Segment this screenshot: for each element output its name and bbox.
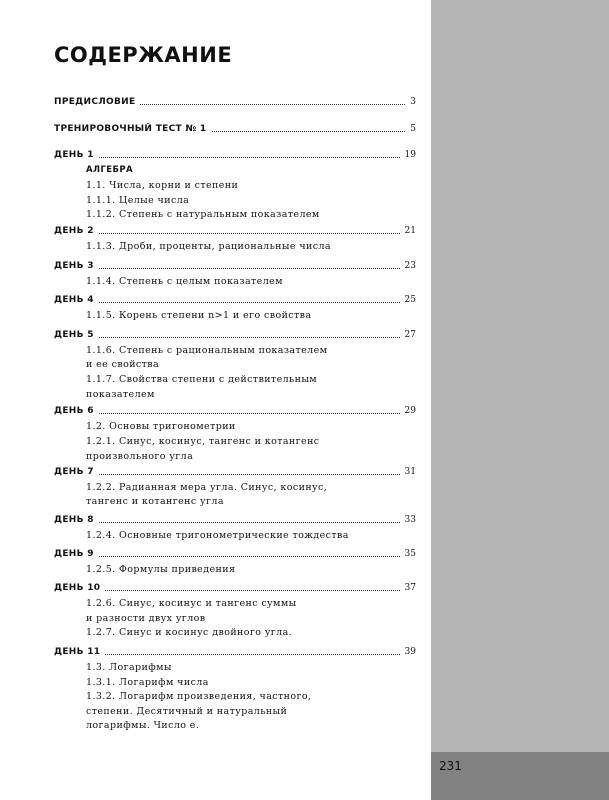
toc-entry-day-5[interactable] <box>54 327 416 341</box>
page-sidebar <box>431 0 609 800</box>
dot-leader <box>99 337 400 338</box>
toc-entry-label: ДЕНЬ 9 <box>54 549 94 559</box>
toc-entry-day-8[interactable] <box>54 512 416 526</box>
toc-entry-page: 37 <box>404 583 416 593</box>
dot-leader <box>99 522 400 523</box>
dot-leader <box>99 556 400 557</box>
toc-subtopic: 1.1.2. Степень с натуральным показателем <box>86 209 320 220</box>
dot-leader <box>140 104 405 105</box>
toc-subtopic: 1.1.4. Степень с целым показателем <box>86 276 283 287</box>
toc-subtopic: 1.1.6. Степень с рациональным показателем <box>86 345 328 356</box>
toc-subtopic: 1.2.7. Синус и косинус двойного угла. <box>86 627 293 638</box>
toc-subtopic: 1.2.5. Формулы приведения <box>86 564 236 575</box>
toc-subtopic: 1.1.7. Свойства степени с действительным <box>86 374 318 385</box>
page-number: 231 <box>439 759 462 773</box>
toc-subtopic: 1.1.5. Корень степени n>1 и его свойства <box>86 310 312 321</box>
toc-entry-day-6[interactable] <box>54 403 416 417</box>
toc-subtopic: и разности двух углов <box>86 613 206 624</box>
toc-subtopic: степени. Десятичный и натуральный <box>86 706 288 717</box>
toc-entry-label: ДЕНЬ 8 <box>54 515 94 525</box>
toc-subtopic: 1.2.1. Синус, косинус, тангенс и котангенс <box>86 436 320 447</box>
toc-subtopic: 1.3.1. Логарифм числа <box>86 677 209 688</box>
category-heading: АЛГЕБРА <box>86 165 133 175</box>
toc-subtopic: произвольного угла <box>86 451 194 462</box>
toc-entry-label: ПРЕДИСЛОВИЕ <box>54 97 136 107</box>
toc-subtopic: 1.2.6. Синус, косинус и тангенс суммы <box>86 598 297 609</box>
dot-leader <box>99 268 400 269</box>
toc-entry-page: 39 <box>404 647 416 657</box>
toc-subtopic: 1.3. Логарифмы <box>86 662 172 673</box>
toc-entry-label: ДЕНЬ 4 <box>54 295 94 305</box>
toc-subtopic: логарифмы. Число e. <box>86 720 200 731</box>
toc-entry-page: 27 <box>404 330 416 340</box>
dot-leader <box>99 302 400 303</box>
toc-entry-label: ДЕНЬ 11 <box>54 647 101 657</box>
toc-entry-page: 5 <box>410 124 416 134</box>
toc-entry-day-2[interactable] <box>54 223 416 237</box>
toc-subtopic: 1.1.1. Целые числа <box>86 195 190 206</box>
toc-entry-page: 33 <box>404 515 416 525</box>
page-title: СОДЕРЖАНИЕ <box>54 43 233 67</box>
toc-entry-training-test[interactable] <box>54 121 416 135</box>
toc-subtopic: и ее свойства <box>86 359 160 370</box>
toc-entry-page: 25 <box>404 295 416 305</box>
dot-leader <box>105 590 399 591</box>
toc-entry-label: ДЕНЬ 1 <box>54 150 94 160</box>
toc-entry-page: 31 <box>404 467 416 477</box>
toc-subtopic: 1.3.2. Логарифм произведения, частного, <box>86 691 312 702</box>
toc-entry-page: 35 <box>404 549 416 559</box>
toc-entry-label: ДЕНЬ 5 <box>54 330 94 340</box>
toc-entry-label: ТРЕНИРОВОЧНЫЙ ТЕСТ № 1 <box>54 124 207 134</box>
dot-leader <box>99 233 400 234</box>
toc-entry-day-1[interactable] <box>54 147 416 161</box>
toc-entry-preface[interactable] <box>54 94 416 108</box>
dot-leader <box>99 474 400 475</box>
toc-entry-day-10[interactable] <box>54 580 416 594</box>
toc-entry-day-9[interactable] <box>54 546 416 560</box>
toc-entry-label: ДЕНЬ 6 <box>54 406 94 416</box>
toc-entry-label: ДЕНЬ 10 <box>54 583 101 593</box>
toc-subtopic: тангенс и котангенс угла <box>86 496 224 507</box>
toc-entry-day-3[interactable] <box>54 258 416 272</box>
toc-entry-label: ДЕНЬ 2 <box>54 226 94 236</box>
toc-subtopic: 1.1.3. Дроби, проценты, рациональные числа <box>86 241 331 252</box>
toc-subtopic: 1.1. Числа, корни и степени <box>86 180 239 191</box>
toc-entry-page: 19 <box>404 150 416 160</box>
toc-entry-page: 3 <box>410 97 416 107</box>
toc-subtopic: 1.2.4. Основные тригонометрические тождества <box>86 530 349 541</box>
dot-leader <box>99 157 400 158</box>
toc-subtopic: 1.2.2. Радианная мера угла. Синус, косинус, <box>86 482 328 493</box>
dot-leader <box>212 131 406 132</box>
toc-entry-label: ДЕНЬ 7 <box>54 467 94 477</box>
toc-entry-day-4[interactable] <box>54 292 416 306</box>
toc-subtopic: 1.2. Основы тригонометрии <box>86 421 236 432</box>
toc-entry-day-11[interactable] <box>54 644 416 658</box>
dot-leader <box>105 654 399 655</box>
toc-entry-day-7[interactable] <box>54 464 416 478</box>
toc-subtopic: показателем <box>86 389 155 400</box>
toc-entry-label: ДЕНЬ 3 <box>54 261 94 271</box>
dot-leader <box>99 413 400 414</box>
toc-entry-page: 29 <box>404 406 416 416</box>
toc-entry-page: 21 <box>404 226 416 236</box>
toc-entry-page: 23 <box>404 261 416 271</box>
